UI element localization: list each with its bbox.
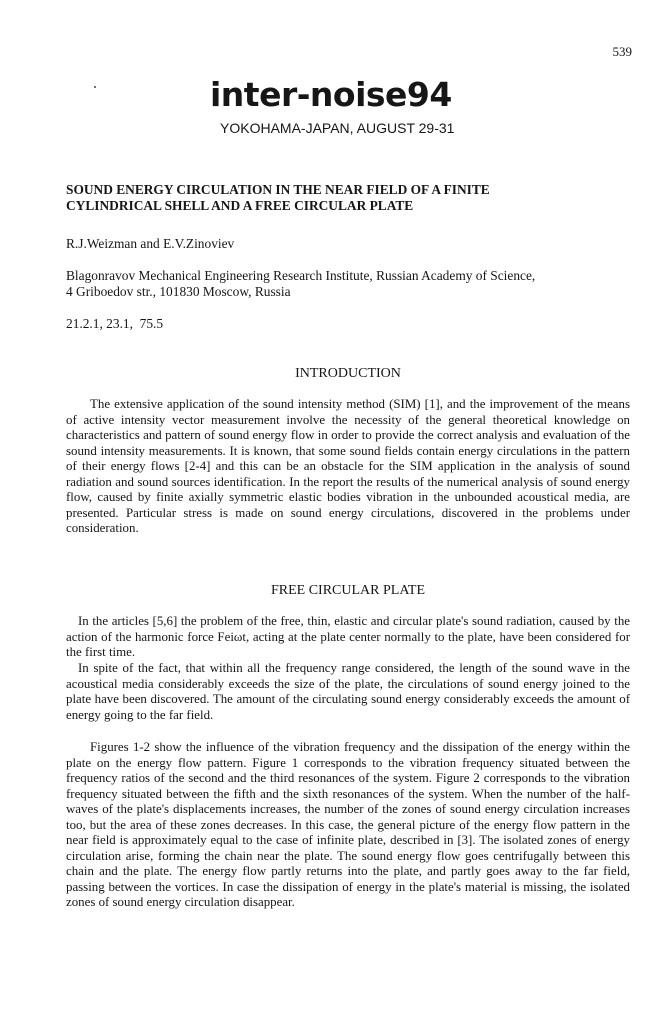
introduction-paragraph <box>66 397 630 537</box>
paragraph-text: The extensive application of the sound intensity method (SIM) [1], and the improvement of the means of active intensity vector measurement involve the necessity of the general theoretical knowledge on characteristics and pattern of sound energy flow in order to provide the correct analysis and evaluation of the sound intensity measurements. It is known, that some sound fields contain energy circulations in the pattern of their energy flows [2-4] and this can be an obstacle for the SIM application in the analysis of sound radiation and sound sources identification. In the report the results of the numerical analysis of sound energy flow, caused by finite axially symmetric elastic bodies vibration in the unbounded acoustical media, are presented. Particular stress is made on sound energy circulations, discovered in the problems under consideration. <box>66 397 630 535</box>
body-paragraph: Figures 1-2 show the influence of the vibration frequency and the dissipation of the energy within the plate on the energy flow pattern. Figure 1 corresponds to the vibration frequency situated between the frequency ratios of the second and the third resonances of the system. Figure 2 corresponds to the vibration frequency situated between the fifth and the sixth resonances of the system. When the number of the half-waves of the plate's displacements increases, the number of the zones of sound energy circulation increases too, but the area of these zones decreases. In this case, the general picture of the energy flow pattern in the near field is approximately equal to the case of infinite plate, described in [3]. The isolated zones of energy circulation arise, forming the chain near the plate. The sound energy flow goes centrifugally between this chain and the plate. The energy flow partly returns into the plate, and partly goes away to the far field, passing between the vortices. In case the dissipation of energy in the plate's material is missing, the isolated zones of sound energy circulation disappear. <box>66 740 630 909</box>
classification-codes: 21.2.1, 23.1, 75.5 <box>66 316 164 331</box>
logo-subtitle: YOKOHAMA-JAPAN, AUGUST 29-31 <box>220 120 455 136</box>
body-paragraph: In the articles [5,6] the problem of the free, thin, elastic and circular plate's sound radiation, caused by the action of the harmonic force Feiωt, acting at the plate center normally to the plate, have been considered for the first time. <box>66 614 630 659</box>
affiliation <box>66 268 636 300</box>
authors: R.J.Weizman and E.V.Zinoviev <box>66 236 235 251</box>
affiliation-line: 4 Griboedov str., 101830 Moscow, Russia <box>66 284 291 299</box>
logo-title: inter-noise94 <box>210 75 452 114</box>
section-heading-introduction: INTRODUCTION <box>295 366 401 381</box>
page-number: 539 <box>612 44 632 59</box>
paper-title <box>66 182 626 214</box>
title-line: CYLINDRICAL SHELL AND A FREE CIRCULAR PLATE <box>66 198 414 213</box>
body-paragraph: In spite of the fact, that within all the frequency range considered, the length of the sound wave in the acoustical media considerably exceeds the size of the plate, the circulations of sound energy joined to the plate have been discovered. The amount of the circulating sound energy considerably exceeds the amount of energy going to the far field. <box>66 661 630 722</box>
speck-mark <box>94 86 96 88</box>
conference-logo <box>210 75 470 118</box>
title-line: SOUND ENERGY CIRCULATION IN THE NEAR FIELD OF A FINITE <box>66 182 490 197</box>
section-heading-free-circular-plate: FREE CIRCULAR PLATE <box>270 583 425 598</box>
affiliation-line: Blagonravov Mechanical Engineering Research Institute, Russian Academy of Science, <box>66 268 536 283</box>
